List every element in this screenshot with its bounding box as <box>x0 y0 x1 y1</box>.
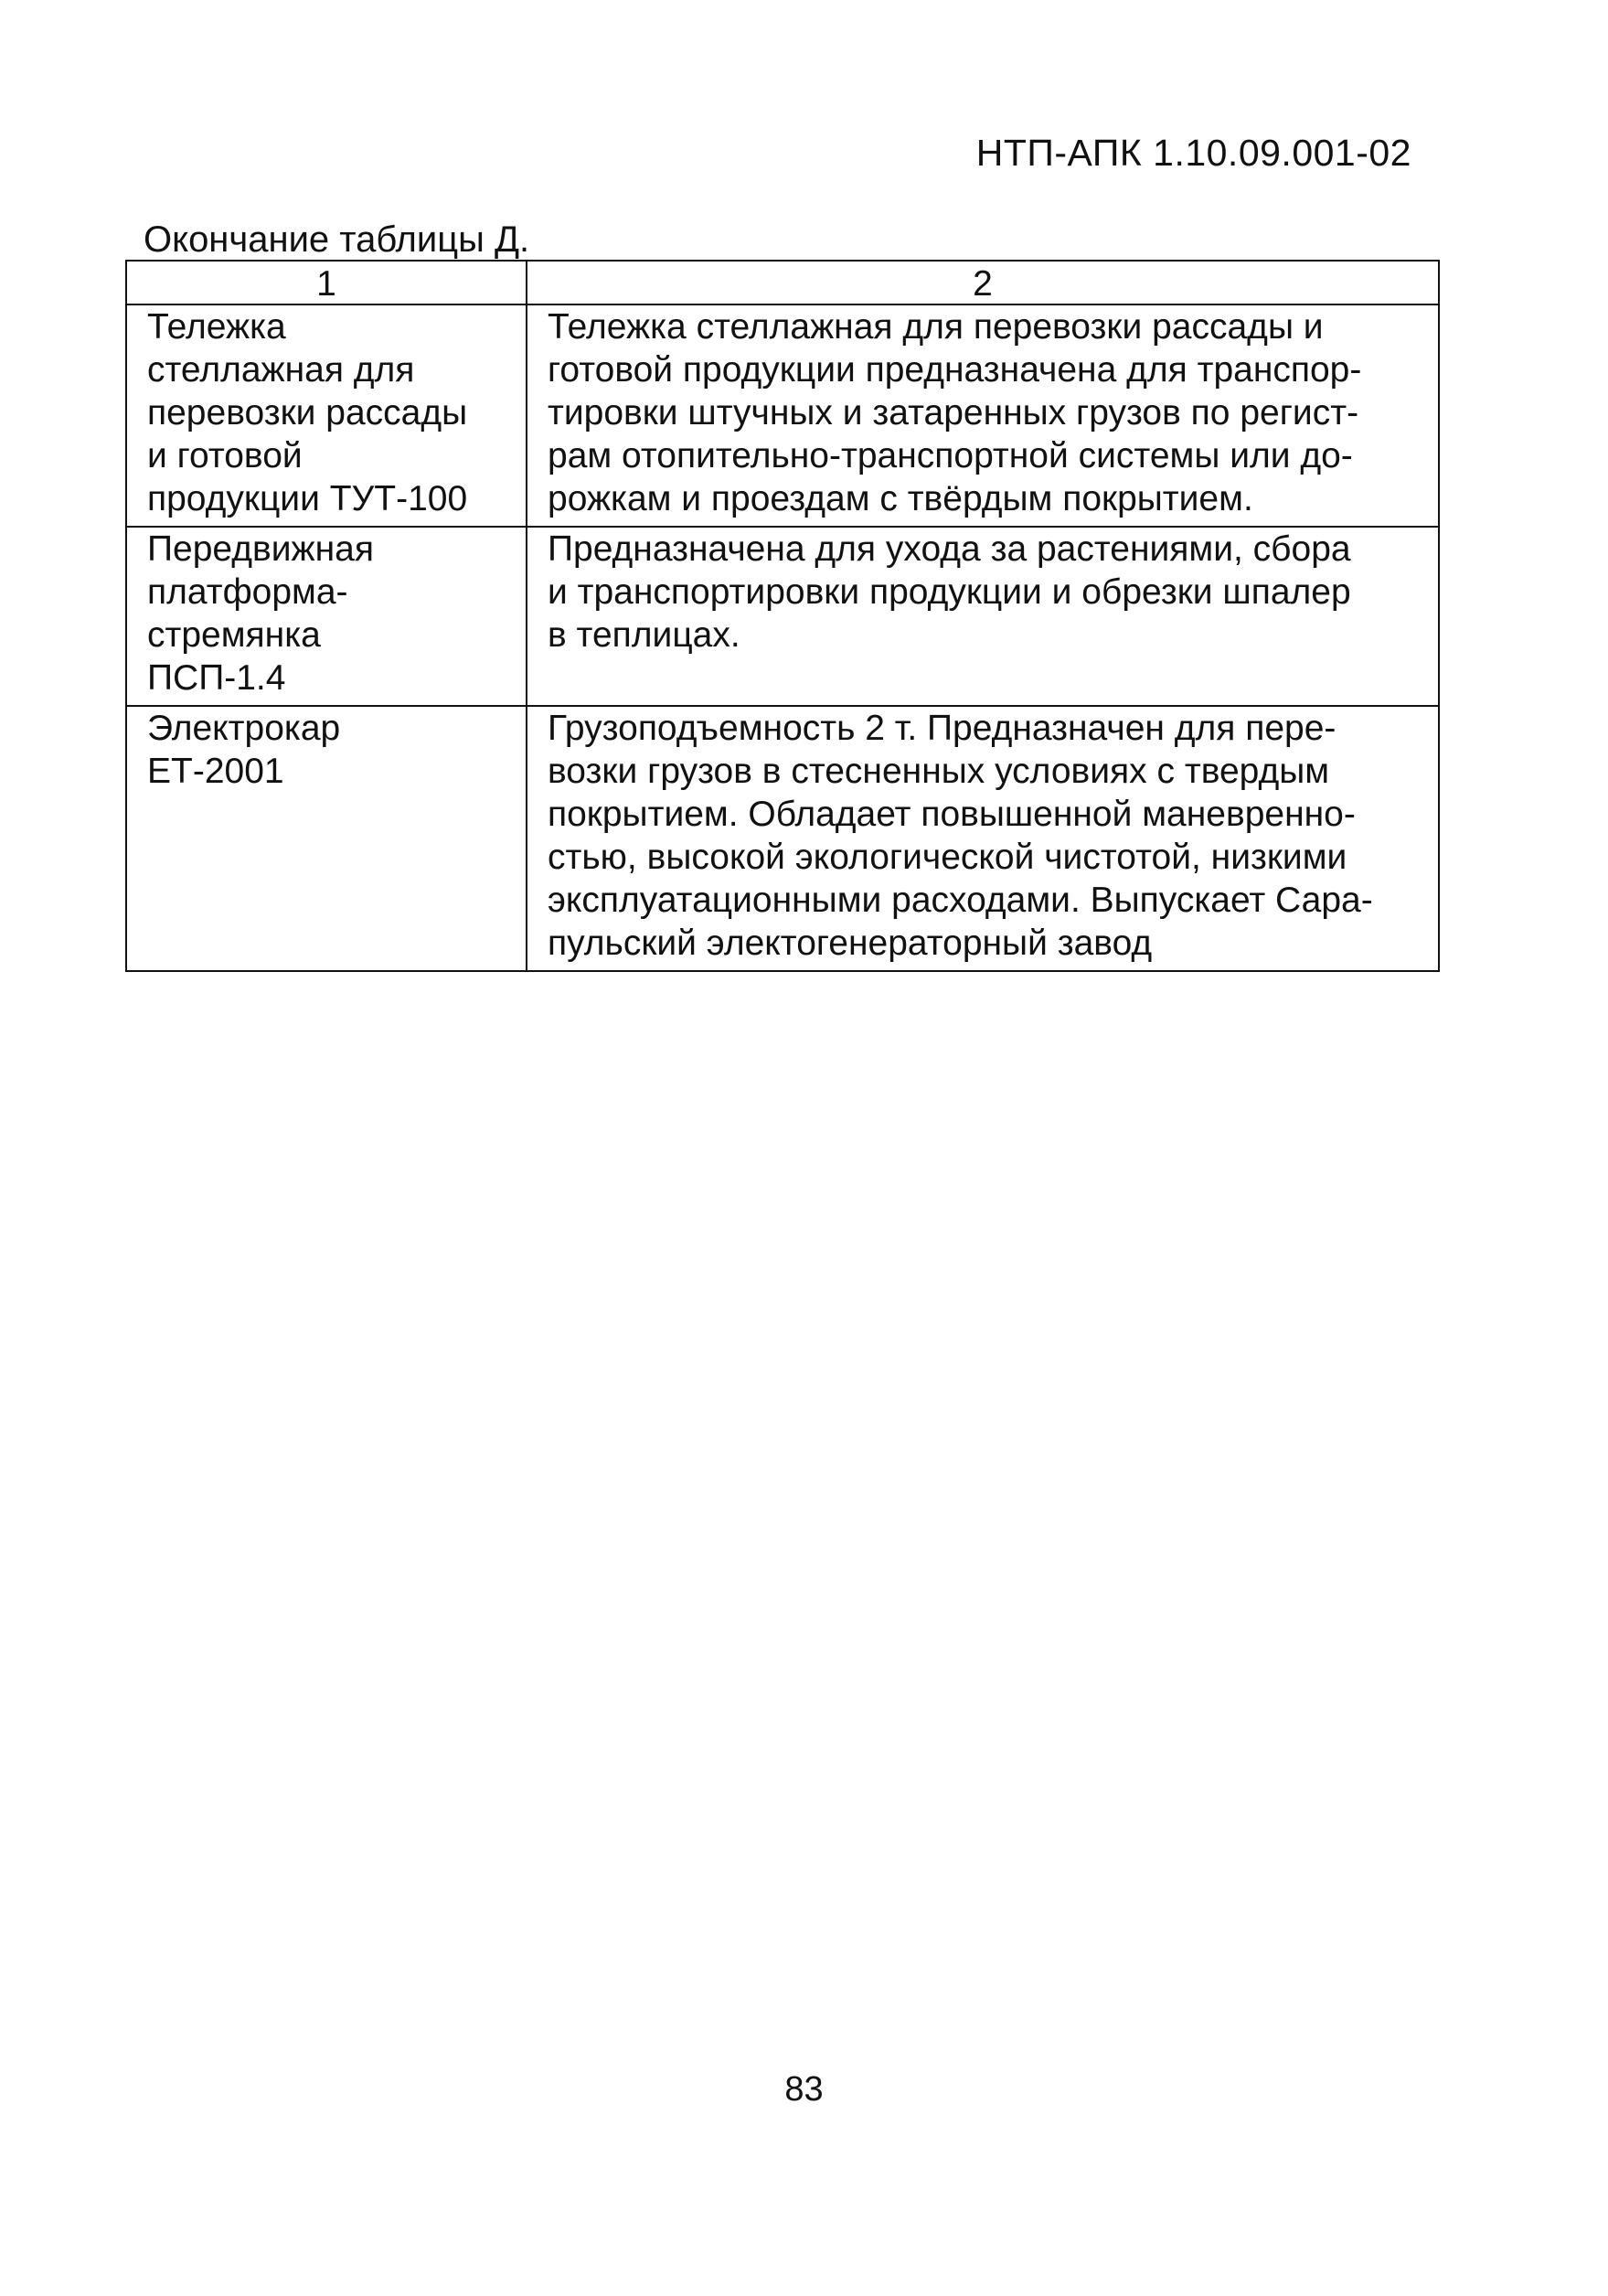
table-header-row <box>126 261 1439 304</box>
equipment-name-cell <box>126 706 527 971</box>
description-line: рам отопительно-транспортной системы или до- <box>548 436 1353 475</box>
column-header-1: 1 <box>126 261 527 304</box>
equipment-table <box>125 260 1440 972</box>
column-header-2: 2 <box>527 261 1439 304</box>
page-number: 83 <box>784 2070 824 2109</box>
description-line: Предназначена для ухода за растениями, сбора <box>548 529 1351 569</box>
description-line: покрытием. Обладает повышенной маневренно- <box>548 795 1356 834</box>
document-code: НТП-АПК 1.10.09.001-02 <box>975 132 1411 174</box>
description-line: пульский электогенераторный завод <box>548 924 1153 963</box>
description-line: в теплицах. <box>548 615 740 655</box>
name-line: ЕТ-2001 <box>147 752 284 791</box>
description-line: тировки штучных и затаренных грузов по регист- <box>548 393 1359 433</box>
equipment-name-cell <box>126 304 527 527</box>
table-row <box>126 527 1439 706</box>
name-line: Передвижная <box>147 529 374 569</box>
equipment-description-cell <box>527 706 1439 971</box>
name-line: перевозки рассады <box>147 393 468 433</box>
equipment-description-cell <box>527 527 1439 706</box>
description-line: Тележка стеллажная для перевозки рассады и <box>548 307 1324 347</box>
description-line: рожкам и проездам с твёрдым покрытием. <box>548 479 1253 518</box>
description-line: стью, высокой экологической чистотой, низкими <box>548 838 1347 877</box>
table-row <box>126 706 1439 971</box>
name-line: стеллажная для <box>147 350 415 390</box>
name-line: стремянка <box>147 615 321 655</box>
name-line: Электрокар <box>147 709 341 748</box>
table-caption: Окончание таблицы Д. <box>144 219 530 260</box>
name-line: продукции ТУТ-100 <box>147 479 468 518</box>
description-line: эксплуатационными расходами. Выпускает Сара- <box>548 881 1373 920</box>
description-line: возки грузов в стесненных условиях с твердым <box>548 752 1330 791</box>
table-row <box>126 304 1439 527</box>
name-line: платформа- <box>147 572 348 612</box>
equipment-name-cell <box>126 527 527 706</box>
equipment-description-cell <box>527 304 1439 527</box>
name-line: и готовой <box>147 436 303 475</box>
name-line: ПСП-1.4 <box>147 658 286 698</box>
description-line: и транспортировки продукции и обрезки шпалер <box>548 572 1351 612</box>
description-line: Грузоподъемность 2 т. Предназначен для пере- <box>548 709 1336 748</box>
name-line: Тележка <box>147 307 286 347</box>
description-line: готовой продукции предназначена для транспор- <box>548 350 1362 390</box>
